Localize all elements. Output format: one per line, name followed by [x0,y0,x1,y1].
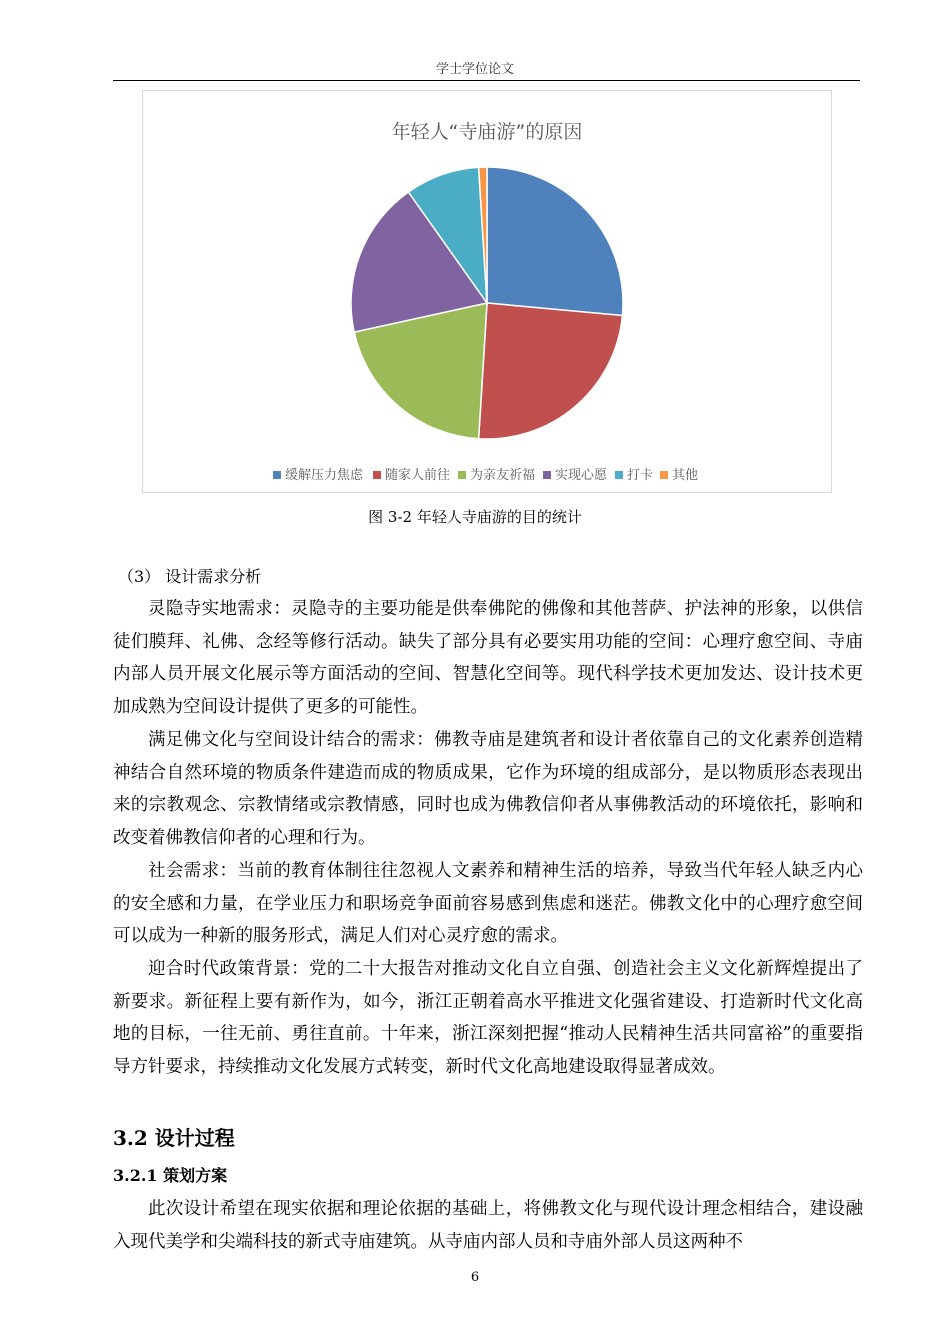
pie-chart [143,91,831,492]
pie-slice-1 [487,167,623,316]
legend-swatch-4 [543,471,551,479]
figure-caption: 图 3-2 年轻人寺庙游的目的统计 [368,508,582,526]
header-rule [113,80,860,81]
subsection-heading: （3） 设计需求分析 [118,567,262,586]
page-number: 6 [470,1270,480,1285]
legend-label-4: 实现心愿 [555,468,608,483]
subsection-title: 3.2.1 策划方案 [113,1166,228,1185]
legend-swatch-3 [458,471,466,479]
section-title: 3.2 设计过程 [113,1126,235,1150]
legend-swatch-1 [273,471,281,479]
legend-swatch-6 [660,471,668,479]
paragraph-5: 此次设计希望在现实依据和理论依据的基础上，将佛教文化与现代设计理念相结合，建设融入现代美学和尖端科技的新式寺庙建筑。从寺庙内部人员和寺庙外部人员这两种不 [113,1199,863,1252]
pie-slice-2 [479,303,623,439]
paragraph-2: 满足佛文化与空间设计结合的需求：佛教寺庙是建筑者和设计者依靠自己的文化素养创造精神结合自然环境的物质条件建造而成的物质成果，它作为环境的组成部分，是以物质形态表现出来的宗教观念、宗教情绪或宗教情感，同时也成为佛教信仰者从事佛教活动的环境依托，影响和改变着佛教信仰者的心理和行为。 [113,730,863,848]
chart-title: 年轻人“寺庙游”的原因 [391,121,583,143]
legend-label-3: 为亲友祈福 [470,468,536,483]
page-header: 学士学位论文 [435,62,514,77]
paragraph-1: 灵隐寺实地需求：灵隐寺的主要功能是供奉佛陀的佛像和其他菩萨、护法神的形象，以供信徒们膜拜、礼佛、念经等修行活动。缺失了部分具有必要实用功能的空间：心理疗愈空间、寺庙内部人员开展文化展示等方面活动的空间、智慧化空间等。现代科学技术更加发达、设计技术更加成熟为空间设计提供了更多的可能性。 [113,599,863,717]
legend-swatch-2 [373,471,381,479]
legend-label-1: 缓解压力焦虑 [285,468,364,483]
legend-swatch-5 [615,471,623,479]
paragraph-4: 迎合时代政策背景：党的二十大报告对推动文化自立自强、创造社会主义文化新辉煌提出了新要求。新征程上要有新作为，如今，浙江正朝着高水平推进文化强省建设、打造新时代文化高地的目标，一往无前、勇往直前。十年来，浙江深刻把握“推动人民精神生活共同富裕”的重要指导方针要求，持续推动文化发展方式转变，新时代文化高地建设取得显著成效。 [113,959,863,1077]
legend-label-2: 随家人前往 [385,468,451,483]
chart-legend [273,467,698,483]
pie-slices [351,167,623,439]
legend-label-6: 其他 [672,468,699,483]
legend-label-5: 打卡 [627,468,654,483]
pie-chart-figure [142,90,832,493]
paragraph-3: 社会需求：当前的教育体制往往忽视人文素养和精神生活的培养，导致当代年轻人缺乏内心的安全感和力量，在学业压力和职场竞争面前容易感到焦虑和迷茫。佛教文化中的心理疗愈空间可以成为一种新的服务形式，满足人们对心灵疗愈的需求。 [113,861,863,947]
